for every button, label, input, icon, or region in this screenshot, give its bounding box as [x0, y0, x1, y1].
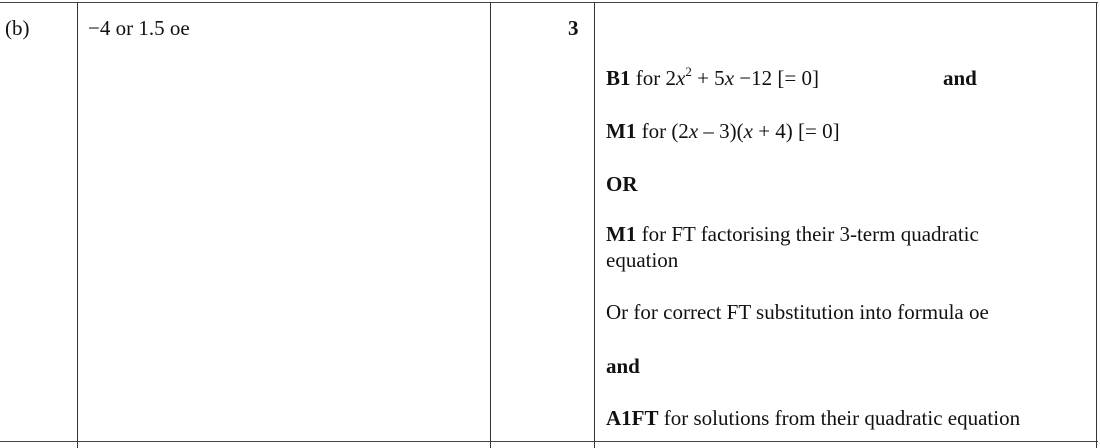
guidance-m1	[606, 118, 840, 144]
variable: x	[724, 66, 735, 90]
part-label: (b)	[5, 16, 30, 40]
text: −12 [= 0]	[734, 66, 819, 90]
and-label: and	[606, 354, 640, 378]
variable: x	[743, 119, 753, 143]
column-divider	[594, 3, 595, 448]
column-divider	[490, 3, 491, 448]
table-top-border	[0, 2, 1098, 3]
column-divider	[77, 3, 78, 448]
text: + 5	[691, 66, 725, 90]
text: + 4) [= 0]	[752, 119, 840, 143]
guidance-a1ft	[606, 405, 1020, 431]
answer-cell: −4 or 1.5 oe	[88, 16, 190, 40]
mark-code: M1	[606, 222, 637, 246]
table-bottom-border	[0, 441, 1098, 442]
connector-and: and	[943, 66, 977, 90]
mark-code: A1FT	[606, 406, 659, 430]
table-right-border	[1096, 3, 1097, 448]
guidance-m1-ft	[606, 221, 1026, 273]
exponent: 2	[685, 64, 692, 79]
text: for 2	[635, 66, 677, 90]
mark-code: M1	[606, 119, 637, 143]
text: for (2	[641, 119, 689, 143]
marks-cell: 3	[568, 16, 579, 40]
text: for solutions from their quadratic equation	[663, 406, 1021, 430]
variable: x	[688, 119, 699, 143]
guidance-or-formula: Or for correct FT substitution into formula oe	[606, 300, 989, 324]
mark-code: B1	[606, 66, 631, 90]
or-label: OR	[606, 172, 638, 196]
text: – 3)(	[698, 119, 744, 143]
text: for FT factorising their 3-term quadratic equation	[606, 222, 979, 272]
guidance-b1	[606, 65, 819, 91]
variable: x	[676, 66, 686, 90]
